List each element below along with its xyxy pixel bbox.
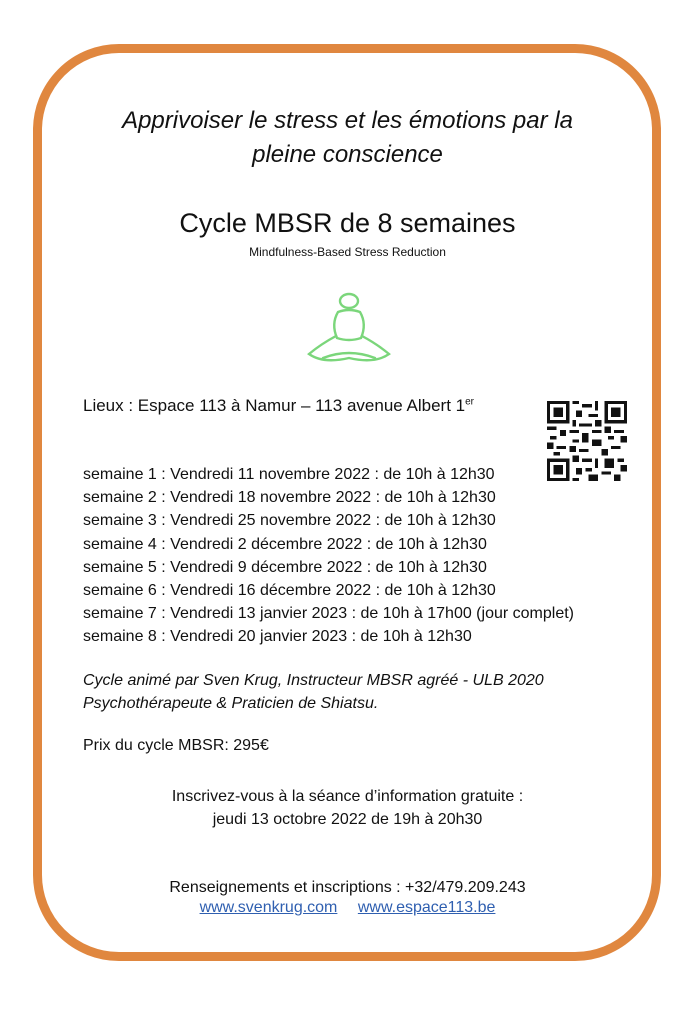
contact-line: Renseignements et inscriptions : +32/479.209.243	[169, 879, 526, 896]
instructor-info	[83, 669, 544, 715]
poster-title	[60, 104, 635, 172]
title-line-1: Apprivoiser le stress et les émotions par la	[122, 107, 573, 134]
price: Prix du cycle MBSR: 295€	[83, 737, 269, 754]
session-item: semaine 7 : Vendredi 13 janvier 2023 : de 10h à 17h00 (jour complet)	[83, 605, 574, 623]
info-session	[60, 785, 635, 831]
link-svenkrug[interactable]: www.svenkrug.com	[199, 899, 338, 916]
location-line	[83, 396, 474, 416]
location-text: Lieux : Espace 113 à Namur – 113 avenue Albert 1	[83, 396, 466, 415]
instructor-line-2: Psychothérapeute & Praticien de Shiatsu.	[83, 695, 379, 712]
session-item: semaine 6 : Vendredi 16 décembre 2022 : de 10h à 12h30	[83, 582, 496, 600]
cycle-title: Cycle MBSR de 8 semaines	[179, 208, 516, 238]
link-espace113[interactable]: www.espace113.be	[357, 899, 496, 916]
session-item: semaine 1 : Vendredi 11 novembre 2022 : de 10h à 12h30	[83, 466, 495, 483]
session-list	[83, 463, 574, 649]
location-superscript: er	[465, 396, 475, 408]
meditation-figure-icon	[303, 292, 395, 372]
links-row	[60, 899, 635, 917]
session-item: semaine 3 : Vendredi 25 novembre 2022 : de 10h à 12h30	[83, 512, 496, 530]
info-session-line-1: Inscrivez-vous à la séance d’information gratuite :	[171, 788, 524, 805]
info-session-line-2: jeudi 13 octobre 2022 de 19h à 20h30	[212, 811, 483, 828]
session-item: semaine 5 : Vendredi 9 décembre 2022 : de 10h à 12h30	[83, 558, 487, 576]
cycle-subtitle: Mindfulness-Based Stress Reduction	[249, 245, 446, 259]
title-line-2: pleine conscience	[252, 141, 443, 168]
instructor-line-1: Cycle animé par Sven Krug, Instructeur MBSR agréé - ULB 2020	[83, 672, 544, 689]
session-item: semaine 2 : Vendredi 18 novembre 2022 : de 10h à 12h30	[83, 489, 496, 507]
session-item: semaine 8 : Vendredi 20 janvier 2023 : de 10h à 12h30	[83, 628, 472, 646]
session-item: semaine 4 : Vendredi 2 décembre 2022 : de 10h à 12h30	[83, 535, 487, 553]
